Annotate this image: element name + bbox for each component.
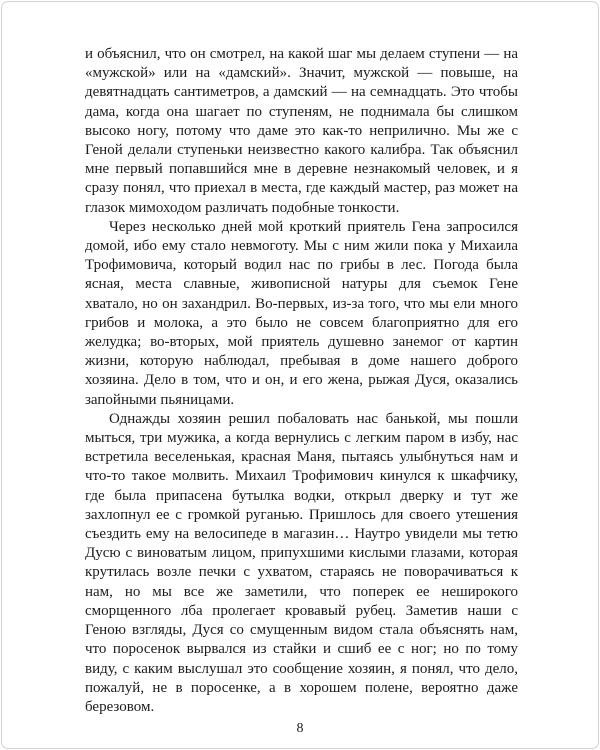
paragraph-continuation: и объяснил, что он смотрел, на какой шаг мы делаем ступени — на «мужской» или на «дамский». Значит, мужской — повыше, на девятнадцать сантиметров, а дамский — на семнадцать. Это чтобы дама, когда она шагает по ступеням, не поднимала бы слишком высоко ногу, потому что даме это как-то неприлично. Мы же с Геной делали ступеньки неизвестно какого калибра. Так объяснил мне первый попавшийся мне в деревне незнакомый человек, и я сразу понял, что приехал в места, где каждый мастер, раз может на глазок мимоходом различать подобные тонкости. — [85, 46, 518, 216]
paragraph: Через несколько дней мой кроткий приятель Гена запросился домой, ибо ему стало невмоготу. Мы с ним жили пока у Михаила Трофимовича, который водил нас по грибы в лес. Погода была ясная, места славные, живописной натуры для съемок Гене хватало, но он захандрил. Во-первых, из-за того, что мы ели много грибов и молока, а это было не совсем благоприятно для его желудка; во-вторых, мой приятель душевно занемог от картин жизни, которую наблюдал, пребывая в доме нашего доброго хозяина. Дело в том, что и он, и его жена, рыжая Дуся, оказались запойными пьяницами. — [85, 218, 518, 408]
page-number: 8 — [296, 721, 304, 736]
paragraph: Однажды хозяин решил побаловать нас банькой, мы пошли мыться, три мужика, а когда вернулись с легким паром в избу, нас встретила веселенькая, красная Маня, пытаясь улыбнуться нам и что-то такое молвить. Михаил Трофимович кинулся к шкафчику, где была припасена бутылка водки, открыл дверку и тут же захлопнул ее с громкой руганью. Пришлось для своего утешения съездить ему на велосипеде в магазин… Наутро увидели мы тетю Дусю с виноватым лицом, припухшими кислыми глазами, которая крутилась возле печки с ухватом, стараясь не поворачиваться к нам, но мы все же заметили, что поперек ее неширокого сморщенного лба пролегает кровавый рубец. Заметив наши с Геною взгляды, Дуся со смущенным видом стала объяснять нам, что поросенок вырвался из стайки и сшиб ее с ног; но по тому виду, с каким выслушал это сообщение хозяин, я понял, что дело, пожалуй, не в поросенке, а в хорошем полене, вероятно даже березовом. — [85, 410, 518, 715]
body-text — [85, 45, 518, 717]
